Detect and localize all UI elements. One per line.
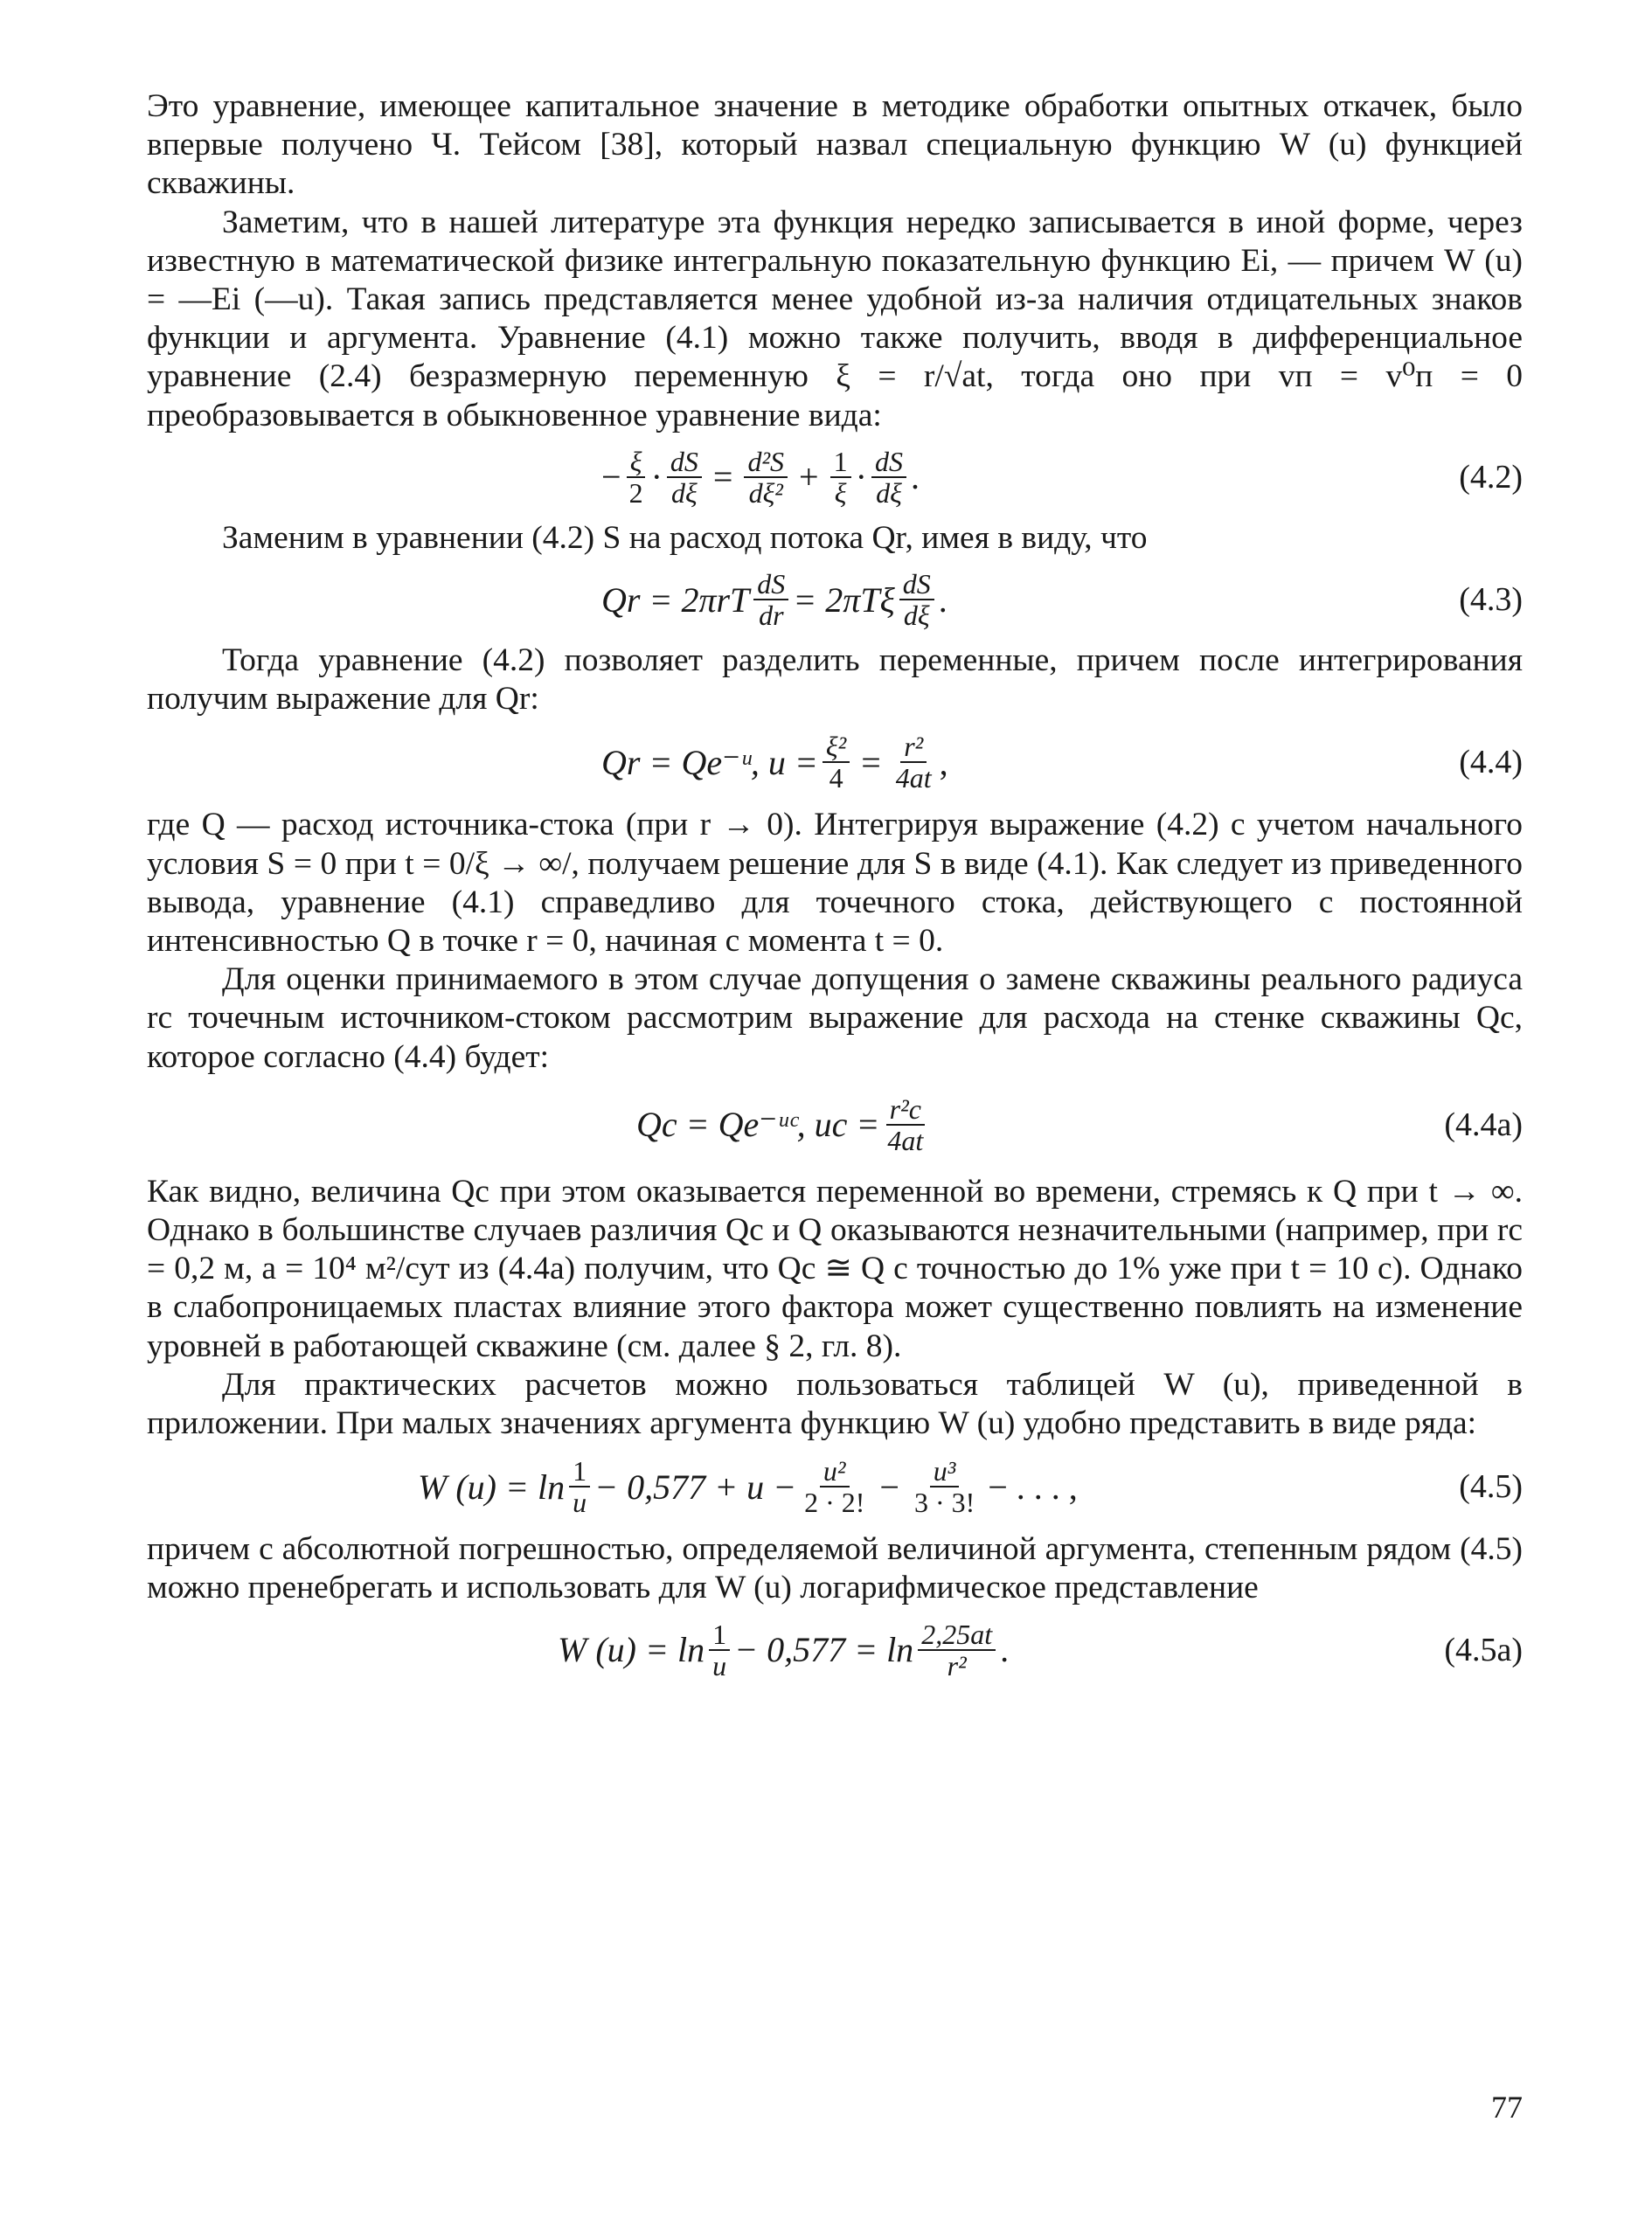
paragraph: Для оценки принимаемого в этом случае допущения о замене скважины реального радиуса rc точечным источником-стоком рассмотрим выражение для расхода на стенке скважины Qc, которое согласно (4.4) будет: [147, 961, 1523, 1075]
equation-4-5a: W (u) = ln $\frac{1}{u}$ − 0,577 = ln $\frac{2,25at}{\text{r²}}$ . (4.5а) [558, 1618, 1523, 1682]
paragraph: Для практических расчетов можно пользоваться таблицей W (u), приведенной в приложении. При малых значениях аргумента функцию W (u) удобно представить в виде ряда: [147, 1366, 1523, 1442]
page-number: 77 [1491, 2090, 1523, 2125]
equation-number: (4.5а) [1444, 1631, 1523, 1668]
paragraph: Это уравнение, имеющее капитальное значение в методике обработки опытных откачек, было впервые получено Ч. Тейсом [38], который назвал специальную функцию W (u) функцией скважины. [147, 88, 1523, 202]
equation-4-2: − $\frac{\xi}{2}$ · $\frac{dS}{d\xi}$ = $\frac{\text{d²S}}{\text{dξ²}}$ + $\frac{1}{\xi}$ · $\frac{dS}{d\xi}$ . (4.2) [601, 445, 1523, 509]
equation-number: (4.4а) [1444, 1106, 1523, 1143]
equation-4-4: Qr = Qe⁻ᵘ, u = $\frac{\text{ξ²}}{4}$ = $\frac{\text{r²}}{4at}$ , (4.4) [601, 731, 1523, 794]
equation-4-4a: Qc = Qe⁻ᵘᶜ, uc = $\frac{\text{r²c}}{4at}$ (4.4а) [636, 1092, 1523, 1156]
equation-4-3: Qr = 2πrT $\frac{dS}{dr}$ = 2πTξ $\frac{dS}{d\xi}$ . (4.3) [601, 568, 1523, 632]
paragraph: Как видно, величина Qc при этом оказывается переменной во времени, стремясь к Q при t → ∞. Однако в большинстве случаев различия Qc и Q оказываются незначительными (например, при rc = 0,2 м, a = 10⁴ м²/сут из (4.4а) получим, что Qc ≅ Q с точностью до 1% уже при t = 10 с). Однако в слабопроницаемых пластах влияние этого фактора может существенно повлиять на изменение уровней в работающей скважине (см. далее § 2, гл. 8). [147, 1173, 1523, 1364]
equation-number: (4.3) [1459, 581, 1523, 619]
paragraph: Заменим в уравнении (4.2) S на расход потока Qr, имея в виду, что [222, 519, 1148, 556]
paragraph: причем с абсолютной погрешностью, определяемой величиной аргумента, степенным рядом (4.5) можно пренебрегать и использовать для W (u) логарифмическое представление [147, 1531, 1523, 1606]
equation-number: (4.2) [1459, 458, 1523, 496]
paragraph: где Q — расход источника-стока (при r → 0). Интегрируя выражение (4.2) с учетом начального условия S = 0 при t = 0/ξ → ∞/, получаем решение для S в виде (4.1). Как следует из приведенного вывода, уравнение (4.1) справедливо для точечного стока, действующего с постоянной интенсивностью Q в точке r = 0, начиная с момента t = 0. [147, 807, 1523, 960]
paragraph: Тогда уравнение (4.2) позволяет разделить переменные, причем после интегрирования получим выражение для Qr: [147, 642, 1523, 718]
document-page [147, 87, 1523, 2167]
equation-number: (4.4) [1459, 744, 1523, 781]
equation-number: (4.5) [1459, 1468, 1523, 1506]
equation-4-5: W (u) = ln $\frac{1}{u}$ − 0,577 + u − $\frac{\text{u²}}{2 \cdot 2!}$ − $\frac{\text{u³}}{3 \cdot 3!}$ − . . . , (4.5) [418, 1455, 1523, 1519]
paragraph: Заметим, что в нашей литературе эта функция нередко записывается в иной форме, через известную в математической физике интегральную показательную функцию Ei, — причем W (u) = —Ei (—u). Такая запись представляется менее удобной из-за наличия отдицательных знаков функции и аргумента. Уравнение (4.1) можно также получить, вводя в дифференциальное уравнение (2.4) безразмерную переменную ξ = r/√at, тогда оно при vп = v⁰п = 0 преобразовывается в обыкновенное уравнение вида: [147, 204, 1523, 433]
